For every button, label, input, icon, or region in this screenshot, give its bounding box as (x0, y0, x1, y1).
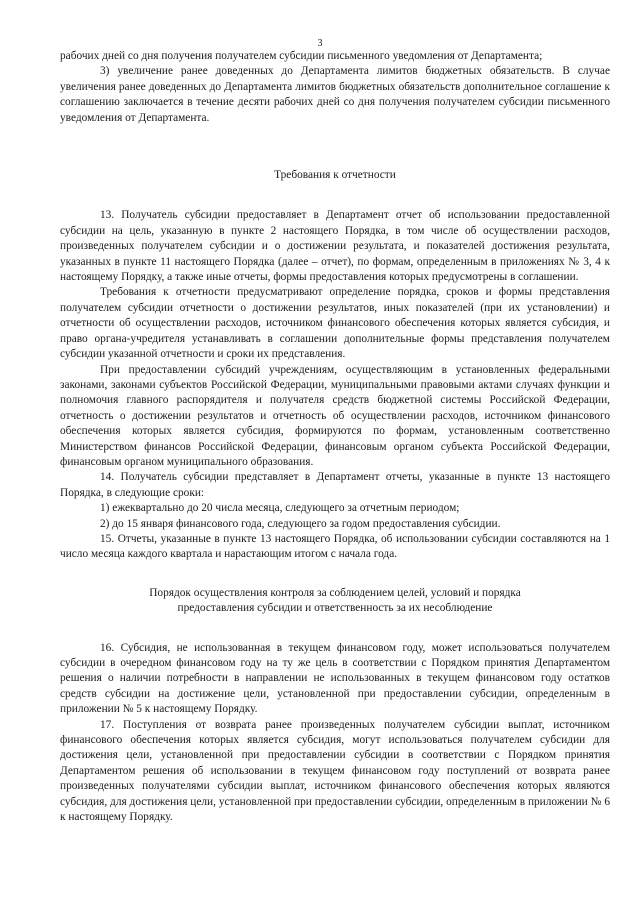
paragraph-institutions: При предоставлении субсидий учреждениям, осуществляющим в установленных федеральными законами, законами субъектов Российской Федерации, муниципальными правовыми актами случаях функции и полномочия главного распорядителя и получателя средств бюджетной системы Российской Федерации, отчетность о достижении результатов и отчетность об осуществлении расходов, источником финансового обеспечения которых является субсидия, формируются по формам, установленным соответственно Министерством финансов Российской Федерации, финансовым органом субъекта Российской Федерации, финансовым органом муниципального образования. (60, 363, 610, 468)
document-body (60, 49, 610, 825)
paragraph-13: 13. Получатель субсидии предоставляет в Департамент отчет об использовании предоставленной субсидии на цель, указанную в пункте 2 настоящего Порядка, в том числе об осуществлении расходов, произведенных получателем субсидии и о достижении результата, и показателей достижения результата, указанных в пункте 11 настоящего Порядка (далее – отчет), по формам, определенным в приложениях № 3, 4 к настоящему Порядку, а также иные отчеты, формы предоставления которых предусмотрены в соглашении. (60, 209, 610, 284)
page-number: 3 (317, 38, 323, 49)
section-heading-control-line1: Порядок осуществления контроля за соблюдением целей, условий и порядка (149, 586, 521, 599)
section-heading-control (60, 586, 610, 617)
paragraph-16: 16. Субсидия, не использованная в текущем финансовом году, может использоваться получателем субсидии в очередном финансовом году на ту же цель в соответствии с Порядком принятия Департаментом решения о наличии потребности в направлении не использованных в текущем финансовом году остатков средств субсидии на достижение цели, установленной при предоставлении субсидии, определенным в приложении № 5 к настоящему Порядку. (60, 641, 610, 716)
paragraph-17: 17. Поступления от возврата ранее произведенных получателем субсидии выплат, источником финансового обеспечения которых является субсидия, могут использоваться получателем субсидии для достижения цели, установленной при предоставлении субсидии в соответствии с Порядком принятия Департаментом решения об использовании в текущем финансовом году поступлений от возврата ранее произведенных получателями субсидии выплат, источником финансового обеспечения которых являются субсидия, для достижения цели, установленной при предоставлении субсидии, определенным в приложении № 6 к настоящему Порядку. (60, 718, 610, 824)
paragraph-15: 15. Отчеты, указанные в пункте 13 настоящего Порядка, об использовании субсидии составляются на 1 число месяца каждого квартала и нарастающим итогом с начала года. (60, 532, 610, 561)
paragraph-item-3: 3) увеличение ранее доведенных до Департамента лимитов бюджетных обязательств. В случае увеличения ранее доведенных до Департамента лимитов бюджетных обязательств дополнительное соглашение к соглашению заключается в течение десяти рабочих дней со дня получения получателем субсидии письменного уведомления от Департамента. (60, 65, 610, 124)
paragraph-continuation: рабочих дней со дня получения получателем субсидии письменного уведомления от Департамента; (60, 50, 543, 62)
paragraph-reporting-requirements: Требования к отчетности предусматривают определение порядка, сроков и формы представления получателем субсидии отчетности о достижении результатов, иных показателей (при их установлении) и отчетности об осуществлении расходов, источником финансового обеспечения которых является субсидия, и право органа-учредителя устанавливать в соглашении дополнительные формы представления получателем субсидии указанной отчетности и сроки их представления. (60, 286, 610, 361)
paragraph-14-item-2: 2) до 15 января финансового года, следующего за годом предоставления субсидии. (100, 517, 501, 530)
paragraph-14-item-1: 1) ежеквартально до 20 числа месяца, следующего за отчетным периодом; (100, 502, 460, 515)
paragraph-14: 14. Получатель субсидии представляет в Департамент отчеты, указанные в пункте 13 настоящего Порядка, в следующие сроки: (60, 471, 610, 499)
section-heading-control-line2: предоставления субсидии и ответственность за их несоблюдение (177, 602, 493, 615)
section-heading-reporting: Требования к отчетности (274, 169, 396, 182)
